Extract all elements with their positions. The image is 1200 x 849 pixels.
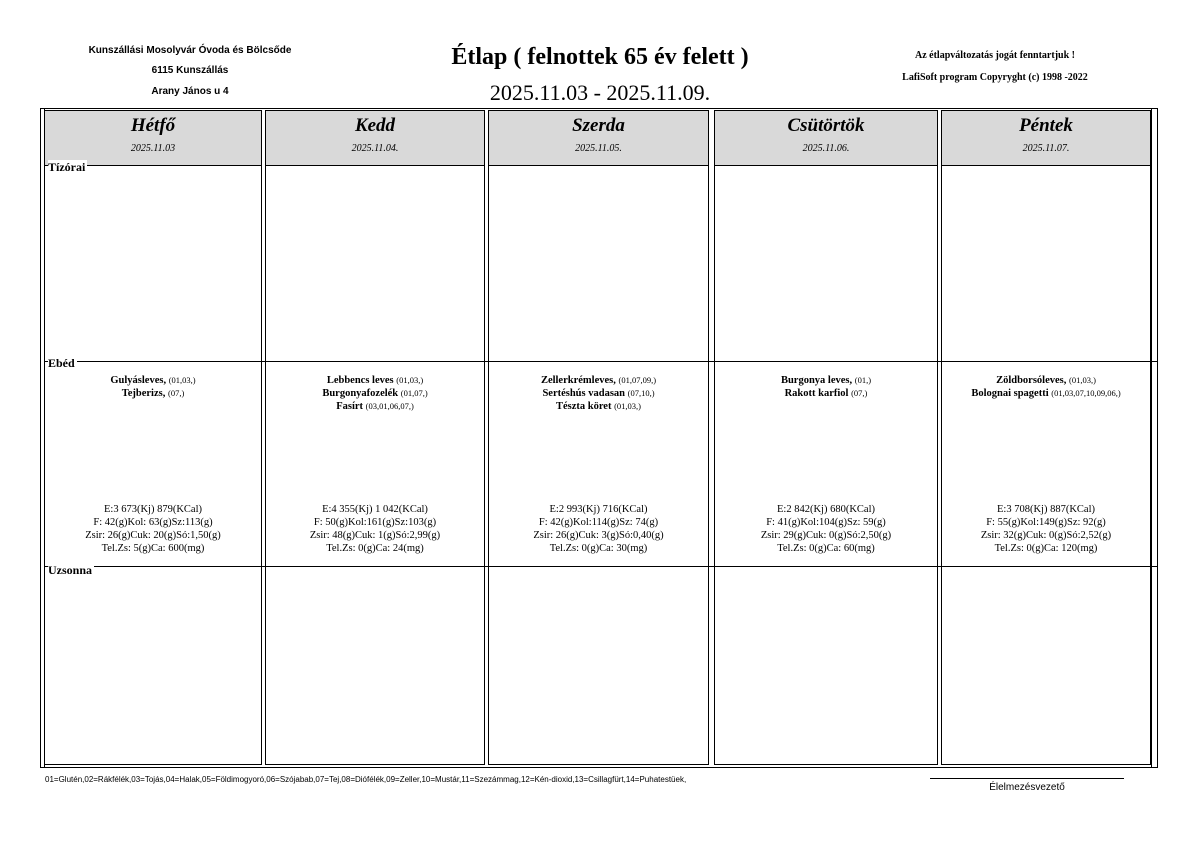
nutrition-line: F: 42(g)Kol: 63(g)Sz:113(g) <box>93 517 213 528</box>
dish: Burgonyafozelék (01,07,) <box>322 388 428 399</box>
dish: Gulyásleves, (01,03,) <box>110 375 196 386</box>
nutrition-line: F: 55(g)Kol:149(g)Sz: 92(g) <box>986 517 1106 528</box>
day-column-monday <box>44 110 262 765</box>
lunch-dishes-wednesday <box>491 374 706 413</box>
nutrition-line: Tel.Zs: 0(g)Ca: 24(mg) <box>326 543 424 554</box>
nutrition-line: F: 50(g)Kol:161(g)Sz:103(g) <box>313 517 437 528</box>
signature-label: Élelmezésvezető <box>989 782 1065 793</box>
day-name: Kedd <box>354 115 396 136</box>
day-header <box>942 111 1150 166</box>
lunch-dishes-tuesday <box>268 374 482 413</box>
nutrition-line: Zsir: 32(g)Cuk: 0(g)Só:2,52(g) <box>980 530 1112 541</box>
lunch-dishes-thursday <box>717 374 935 400</box>
day-header <box>45 111 261 166</box>
nutrition-line: E:2 993(Kj) 716(KCal) <box>549 504 648 515</box>
day-header <box>489 111 708 166</box>
day-name: Szerda <box>572 115 625 136</box>
nutrition-tuesday <box>268 503 482 555</box>
signature-line <box>930 778 1124 779</box>
day-date: 2025.11.04. <box>351 143 399 154</box>
day-date: 2025.11.03 <box>130 143 176 154</box>
date-range: 2025.11.03 - 2025.11.09. <box>489 80 711 105</box>
day-column-thursday <box>714 110 938 765</box>
dish: Tejberizs, (07,) <box>121 388 185 399</box>
nutrition-line: Tel.Zs: 5(g)Ca: 600(mg) <box>101 543 205 554</box>
page-title: Étlap ( felnottek 65 év felett ) <box>451 44 749 70</box>
change-notice: Az étlapváltozatás jogát fenntartjuk ! <box>915 50 1075 61</box>
nutrition-line: F: 41(g)Kol:104(g)Sz: 59(g) <box>766 517 886 528</box>
nutrition-line: Tel.Zs: 0(g)Ca: 120(mg) <box>994 543 1098 554</box>
day-date: 2025.11.06. <box>802 143 850 154</box>
meal-label-uzsonna: Uzsonna <box>48 563 93 577</box>
dish: Zöldborsóleves, (01,03,) <box>996 375 1096 386</box>
day-header <box>266 111 484 166</box>
day-column-friday <box>941 110 1151 765</box>
nutrition-line: E:3 708(Kj) 887(KCal) <box>997 504 1095 515</box>
meal-label-ebed: Ebéd <box>48 356 75 370</box>
lunch-dishes-friday <box>943 374 1149 400</box>
day-date: 2025.11.07. <box>1022 143 1070 154</box>
day-column-wednesday <box>488 110 709 765</box>
day-header <box>715 111 937 166</box>
nutrition-line: E:3 673(Kj) 879(KCal) <box>104 504 202 515</box>
institution-street: Arany János u 4 <box>151 86 229 97</box>
dish: Tészta köret (01,03,) <box>555 401 642 412</box>
nutrition-wednesday <box>491 503 706 555</box>
nutrition-line: Tel.Zs: 0(g)Ca: 60(mg) <box>777 543 875 554</box>
nutrition-line: Zsir: 26(g)Cuk: 3(g)Só:0,40(g) <box>533 530 664 541</box>
dish: Bolognai spagetti (01,03,07,10,09,06,) <box>971 388 1121 399</box>
dish: Burgonya leves, (01,) <box>780 375 872 386</box>
nutrition-line: E:2 842(Kj) 680(KCal) <box>777 504 875 515</box>
institution-name: Kunszállási Mosolyvár Óvoda és Bölcsőde <box>88 45 292 56</box>
day-column-tuesday <box>265 110 485 765</box>
day-date: 2025.11.05. <box>575 143 622 154</box>
dish: Zellerkrémleves, (01,07,09,) <box>540 375 657 386</box>
ebed-separator <box>44 361 1158 362</box>
nutrition-line: Tel.Zs: 0(g)Ca: 30(mg) <box>549 543 648 554</box>
nutrition-line: Zsir: 48(g)Cuk: 1(g)Só:2,99(g) <box>309 530 441 541</box>
day-name: Hétfő <box>130 115 176 136</box>
lunch-dishes-monday <box>48 374 258 400</box>
copyright-note: LafiSoft program Copyryght (c) 1998 -2022 <box>902 72 1088 83</box>
dish: Rakott karfiol (07,) <box>784 388 868 399</box>
day-name: Csütörtök <box>787 115 865 136</box>
nutrition-friday <box>943 503 1149 555</box>
allergen-legend: 01=Glutén,02=Rákfélék,03=Tojás,04=Halak,05=Földimogyoró,06=Szójabab,07=Tej,08=Diófélék,09=Zeller,10=Mustár,11=Szezámmag,12=Kén-dioxid,13=Csillagfürt,14=Puhatestüek, <box>45 775 687 784</box>
nutrition-line: F: 42(g)Kol:114(g)Sz: 74(g) <box>538 517 659 528</box>
day-name: Péntek <box>1019 115 1073 136</box>
dish: Fasírt (03,01,06,07,) <box>336 401 414 412</box>
institution-city: 6115 Kunszállás <box>151 65 229 76</box>
dish: Sertéshús vadasan (07,10,) <box>542 388 655 399</box>
dish: Lebbencs leves (01,03,) <box>326 375 424 386</box>
nutrition-line: Zsir: 26(g)Cuk: 20(g)Só:1,50(g) <box>85 530 221 541</box>
meal-label-tizorai: Tízórai <box>48 160 86 174</box>
nutrition-thursday <box>717 503 935 555</box>
nutrition-line: Zsir: 29(g)Cuk: 0(g)Só:2,50(g) <box>760 530 892 541</box>
nutrition-monday <box>48 503 258 555</box>
uzsonna-separator <box>44 566 1158 567</box>
nutrition-line: E:4 355(Kj) 1 042(KCal) <box>322 504 428 515</box>
